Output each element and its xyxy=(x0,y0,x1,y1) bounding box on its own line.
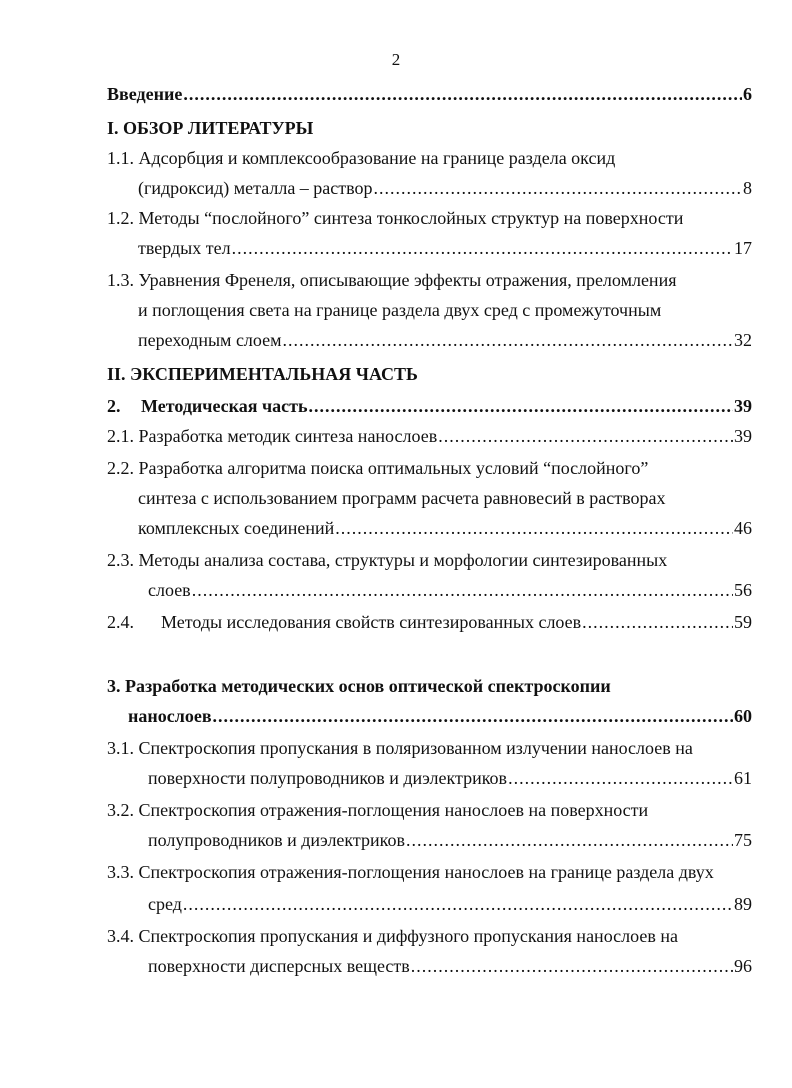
toc-entry-1-2 xyxy=(138,236,752,260)
toc-entry-title: сред xyxy=(148,894,182,914)
toc-entry-page: 39 xyxy=(734,396,752,416)
toc-entry-3-4 xyxy=(148,954,752,978)
leader-dots xyxy=(183,82,742,106)
toc-entry-page: 61 xyxy=(734,768,752,788)
leader-dots xyxy=(411,954,733,978)
toc-entry-2-2-line1: 2.2. Разработка алгоритма поиска оптимальных условий “послойного” xyxy=(107,458,649,478)
leader-dots xyxy=(582,610,733,634)
leader-dots xyxy=(406,828,733,852)
toc-entry-page: 46 xyxy=(734,518,752,538)
leader-dots xyxy=(232,236,733,260)
leader-dots xyxy=(309,394,734,418)
toc-entry-intro xyxy=(107,82,752,106)
toc-entry-page: 96 xyxy=(734,956,752,976)
leader-dots xyxy=(374,176,742,200)
leader-dots xyxy=(335,516,733,540)
toc-entry-title: полупроводников и диэлектриков xyxy=(148,830,405,850)
toc-entry-3-line1: 3. Разработка методических основ оптической спектроскопии xyxy=(107,676,611,696)
leader-dots xyxy=(438,424,733,448)
toc-entry-page: 89 xyxy=(734,894,752,914)
toc-entry-page: 8 xyxy=(743,178,752,198)
toc-entry-1-3-line1: 1.3. Уравнения Френеля, описывающие эффекты отражения, преломления xyxy=(107,270,677,290)
toc-entry-2 xyxy=(107,394,752,418)
toc-entry-3-2 xyxy=(148,828,752,852)
toc-entry-1-3 xyxy=(138,328,752,352)
toc-entry-title: слоев xyxy=(148,580,191,600)
toc-entry-2-4 xyxy=(107,610,752,634)
toc-entry-1-3-line2: и поглощения света на границе раздела двух сред с промежуточным xyxy=(138,300,662,320)
toc-entry-3-2-line1: 3.2. Спектроскопия отражения-поглощения нанослоев на поверхности xyxy=(107,800,649,820)
toc-entry-2-1 xyxy=(107,424,752,448)
toc-entry-page: 39 xyxy=(734,426,752,446)
page-number: 2 xyxy=(391,50,401,69)
toc-entry-title: твердых тел xyxy=(138,238,231,258)
toc-entry-title: Методическая часть xyxy=(141,396,308,416)
toc-entry-2-3-line1: 2.3. Методы анализа состава, структуры и морфологии синтезированных xyxy=(107,550,668,570)
toc-entry-title: переходным слоем xyxy=(138,330,282,350)
leader-dots xyxy=(183,892,733,916)
toc-entry-3-3-line1: 3.3. Спектроскопия отражения-поглощения нанослоев на границе раздела двух xyxy=(107,862,714,882)
toc-entry-title: поверхности полупроводников и диэлектриков xyxy=(148,768,508,788)
toc-entry-page: 75 xyxy=(734,830,752,850)
toc-entry-3-3 xyxy=(148,892,752,916)
toc-entry-2-2-line2: синтеза с использованием программ расчета равновесий в растворах xyxy=(138,488,666,508)
toc-entry-page: 6 xyxy=(743,84,752,104)
toc-entry-title: 2.1. Разработка методик синтеза нанослоев xyxy=(107,426,438,446)
leader-dots xyxy=(283,328,733,352)
toc-entry-3-4-line1: 3.4. Спектроскопия пропускания и диффузного пропускания нанослоев на xyxy=(107,926,678,946)
toc-entry-page: 60 xyxy=(734,706,752,726)
toc-entry-page: 32 xyxy=(734,330,752,350)
leader-dots xyxy=(213,704,733,728)
toc-entry-1-1-line1: 1.1. Адсорбция и комплексообразование на границе раздела оксид xyxy=(107,148,616,168)
toc-entry-number: 2. xyxy=(107,396,121,416)
toc-entry-page: 56 xyxy=(734,580,752,600)
toc-entry-2-3 xyxy=(148,578,752,602)
toc-entry-page: 59 xyxy=(734,612,752,632)
toc-entry-3 xyxy=(128,704,752,728)
leader-dots xyxy=(508,766,733,790)
section-heading-part1: I. ОБЗОР ЛИТЕРАТУРЫ xyxy=(107,118,314,138)
toc-entry-number: 2.4. xyxy=(107,612,134,632)
section-heading-part2: II. ЭКСПЕРИМЕНТАЛЬНАЯ ЧАСТЬ xyxy=(107,364,418,384)
toc-entry-title: поверхности дисперсных веществ xyxy=(148,956,410,976)
toc-entry-3-1-line1: 3.1. Спектроскопия пропускания в поляризованном излучении нанослоев на xyxy=(107,738,693,758)
toc-entry-title: Методы исследования свойств синтезированных слоев xyxy=(161,612,582,632)
toc-entry-title: (гидроксид) металла – раствор xyxy=(138,178,373,198)
toc-entry-title: нанослоев xyxy=(128,706,212,726)
toc-entry-1-2-line1: 1.2. Методы “послойного” синтеза тонкослойных структур на поверхности xyxy=(107,208,684,228)
toc-entry-2-2 xyxy=(138,516,752,540)
toc-entry-title: Введение xyxy=(107,84,183,104)
toc-entry-page: 17 xyxy=(734,238,752,258)
toc-entry-3-1 xyxy=(148,766,752,790)
toc-entry-title: комплексных соединений xyxy=(138,518,335,538)
toc-entry-1-1 xyxy=(138,176,752,200)
leader-dots xyxy=(192,578,733,602)
